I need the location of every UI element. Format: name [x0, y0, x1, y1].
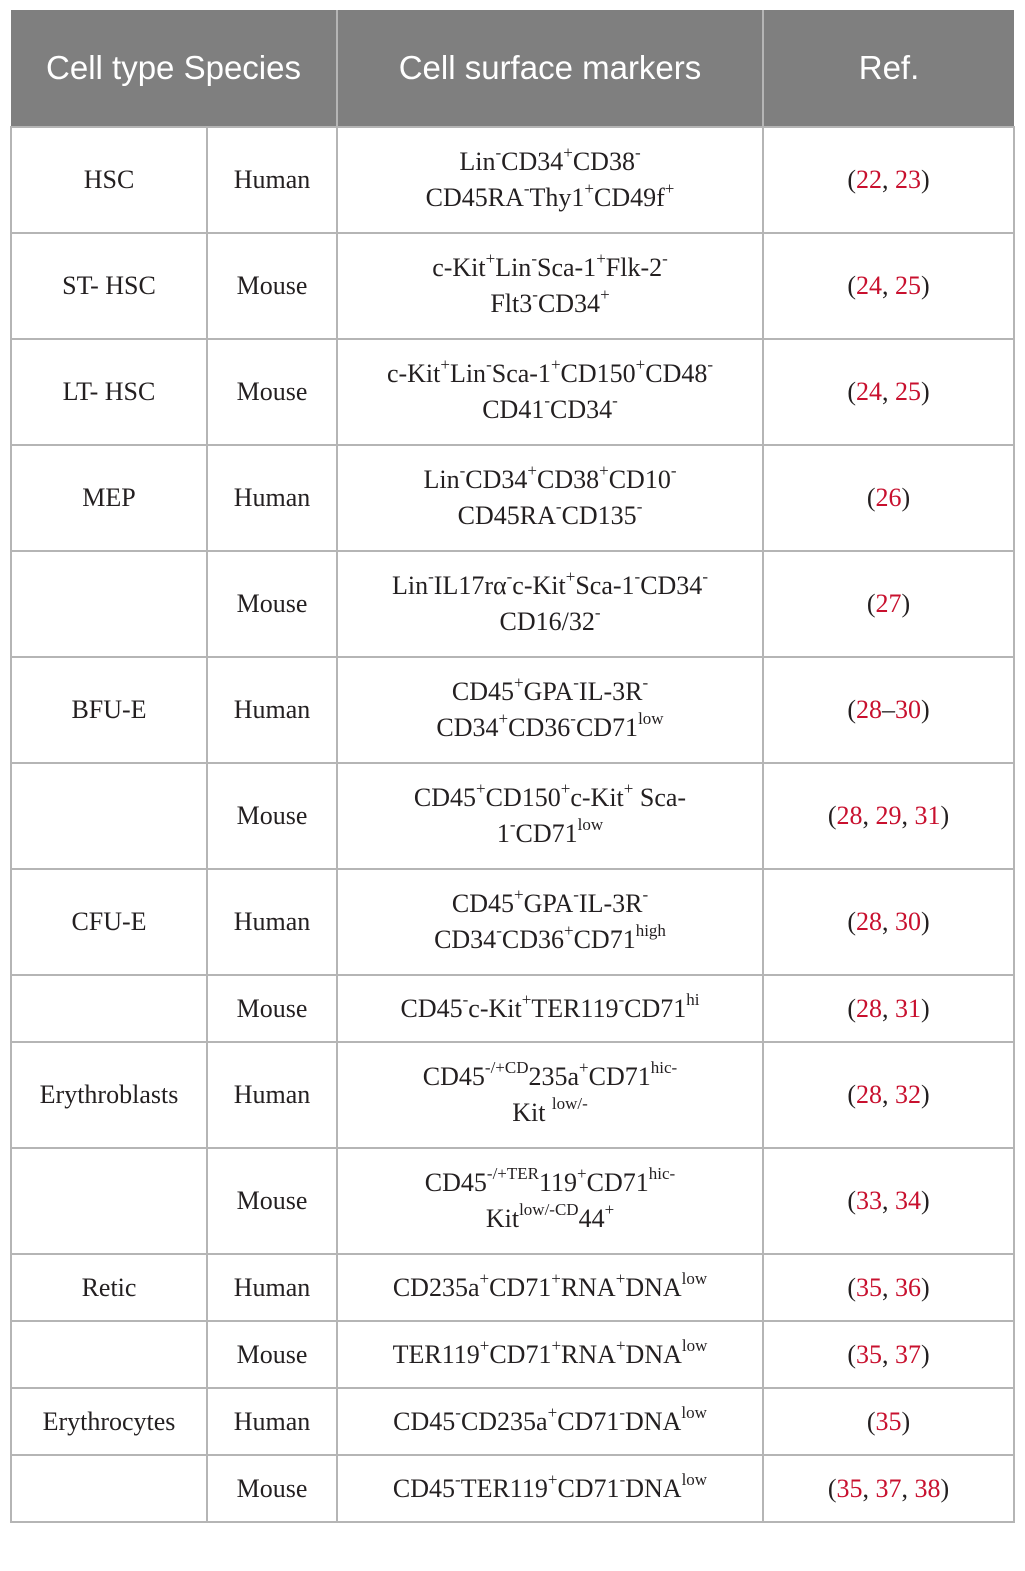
marker-line: $CD34^-CD36^+CD71^{high}$	[434, 921, 666, 954]
table-row	[11, 975, 1014, 1042]
surface-markers	[337, 975, 763, 1042]
reference-link[interactable]: 31	[914, 801, 941, 830]
surface-markers	[337, 1321, 763, 1388]
table-container	[10, 10, 1013, 1523]
reference-link[interactable]: 24	[856, 271, 882, 300]
table-row	[11, 551, 1014, 657]
cell-type	[11, 975, 207, 1042]
table-body	[11, 127, 1014, 1522]
table-row	[11, 339, 1014, 445]
reference-link[interactable]: 25	[895, 271, 921, 300]
marker-line: c-Kit+Lin-Sca-1+CD150+CD48-	[386, 355, 714, 388]
species: Human	[207, 1388, 337, 1455]
reference-link[interactable]: 30	[895, 907, 921, 936]
cell-type	[11, 551, 207, 657]
reference: (24, 25)	[763, 233, 1014, 339]
table-row	[11, 1455, 1014, 1522]
reference: (28, 31)	[763, 975, 1014, 1042]
marker-line: $TER119^+CD71^+RNA^+DNA^{low}$	[392, 1335, 708, 1369]
marker-line: $CD45^{-/+CD}235a^+CD71^{hic-}$	[422, 1058, 678, 1091]
reference-link[interactable]: 32	[895, 1080, 921, 1109]
reference-link[interactable]: 31	[895, 993, 921, 1023]
surface-markers	[337, 551, 763, 657]
marker-line: Lin-CD34+CD38+CD10-	[423, 461, 677, 494]
cell-type: CFU-E	[11, 869, 207, 975]
marker-line: Lin-IL17rα-c-Kit+Sca-1-CD34-	[392, 567, 708, 600]
surface-markers	[337, 1388, 763, 1455]
cell-type	[11, 763, 207, 869]
reference: (35, 36)	[763, 1254, 1014, 1321]
header-cell-surface-markers: Cell surface markers	[337, 10, 763, 127]
reference-link[interactable]: 38	[914, 1473, 941, 1503]
species: Mouse	[207, 763, 337, 869]
reference-link[interactable]: 33	[856, 1186, 882, 1215]
marker-line: Flt3-CD34+	[490, 285, 610, 318]
table-row	[11, 233, 1014, 339]
cell-surface-markers-table	[10, 10, 1015, 1523]
reference: (27)	[763, 551, 1014, 657]
reference-link[interactable]: 37	[895, 1339, 921, 1369]
reference-link[interactable]: 27	[875, 589, 902, 618]
surface-markers	[337, 445, 763, 551]
table-row	[11, 1042, 1014, 1148]
reference-link[interactable]: 35	[836, 1473, 863, 1503]
marker-line: CD41-CD34-	[482, 391, 618, 424]
species: Human	[207, 1042, 337, 1148]
species: Mouse	[207, 975, 337, 1042]
table-row	[11, 1148, 1014, 1254]
marker-line: $CD45^-CD235a^+CD71^-DNA^{low}$	[393, 1402, 707, 1436]
table-row	[11, 869, 1014, 975]
cell-type: BFU-E	[11, 657, 207, 763]
marker-line: Kit $^{low/-}$	[512, 1094, 588, 1127]
marker-line: Kit$^{low/-CD}$44+	[485, 1200, 615, 1233]
reference: (22, 23)	[763, 127, 1014, 233]
reference-link[interactable]: 28	[856, 993, 882, 1023]
marker-line: $CD34^+CD36^-CD71^{low}$	[436, 709, 664, 742]
marker-line: c-Kit+Lin-Sca-1+Flk-2-	[432, 249, 668, 282]
reference-link[interactable]: 24	[856, 377, 882, 406]
reference-link[interactable]: 28	[836, 801, 863, 830]
surface-markers	[337, 1455, 763, 1522]
reference-link[interactable]: 22	[856, 165, 882, 194]
surface-markers	[337, 127, 763, 233]
surface-markers	[337, 1042, 763, 1148]
marker-line: $1^-CD71^{low}$	[496, 815, 604, 848]
species: Mouse	[207, 233, 337, 339]
table-row	[11, 1388, 1014, 1455]
marker-line: CD45RA-CD135-	[457, 497, 643, 530]
header-ref: Ref.	[763, 10, 1014, 127]
table-row	[11, 1321, 1014, 1388]
reference-link[interactable]: 25	[895, 377, 921, 406]
species: Human	[207, 869, 337, 975]
reference: (24, 25)	[763, 339, 1014, 445]
species: Human	[207, 445, 337, 551]
reference: (26)	[763, 445, 1014, 551]
table-row	[11, 657, 1014, 763]
reference-link[interactable]: 28	[856, 695, 882, 724]
species: Human	[207, 127, 337, 233]
marker-line: $CD45^{-/+TER}119^+CD71^{hic-}$	[424, 1164, 676, 1197]
marker-line: CD45RA-Thy1+CD49f+	[425, 179, 675, 212]
reference-link[interactable]: 30	[895, 695, 921, 724]
species: Mouse	[207, 1321, 337, 1388]
surface-markers	[337, 763, 763, 869]
marker-line: CD45+GPA-IL-3R-	[451, 673, 649, 706]
reference-link[interactable]: 23	[895, 165, 921, 194]
reference-link[interactable]: 28	[856, 1080, 882, 1109]
surface-markers	[337, 233, 763, 339]
species: Human	[207, 1254, 337, 1321]
cell-type: MEP	[11, 445, 207, 551]
surface-markers	[337, 869, 763, 975]
cell-type: Erythroblasts	[11, 1042, 207, 1148]
table-row	[11, 763, 1014, 869]
marker-line: CD45+GPA-IL-3R-	[451, 885, 649, 918]
surface-markers	[337, 1148, 763, 1254]
marker-line: CD16/32-	[499, 603, 601, 636]
cell-type: Erythrocytes	[11, 1388, 207, 1455]
reference: (28–30)	[763, 657, 1014, 763]
cell-type: Retic	[11, 1254, 207, 1321]
marker-line: $CD45^-TER119^+CD71^-DNA^{low}$	[392, 1469, 708, 1503]
marker-line: $CD235a^+CD71^+RNA^+DNA^{low}$	[392, 1268, 708, 1302]
cell-type: ST- HSC	[11, 233, 207, 339]
marker-line: Lin-CD34+CD38-	[459, 143, 641, 176]
cell-type	[11, 1455, 207, 1522]
species: Mouse	[207, 1148, 337, 1254]
reference-link[interactable]: 26	[875, 483, 902, 512]
reference: (35)	[763, 1388, 1014, 1455]
cell-type	[11, 1148, 207, 1254]
marker-line: $CD45^-c-Kit^+TER119^-CD71^{hi}$	[400, 989, 700, 1023]
reference: (33, 34)	[763, 1148, 1014, 1254]
surface-markers	[337, 1254, 763, 1321]
reference-link[interactable]: 35	[856, 1339, 882, 1369]
header-cell-type-species: Cell type Species	[11, 10, 337, 127]
surface-markers	[337, 657, 763, 763]
cell-type: LT- HSC	[11, 339, 207, 445]
reference-link[interactable]: 35	[875, 1406, 902, 1436]
table-row	[11, 127, 1014, 233]
table-row	[11, 445, 1014, 551]
reference-link[interactable]: 37	[875, 1473, 902, 1503]
header-row	[11, 10, 1014, 127]
marker-line: CD45+CD150+c-Kit+ Sca-	[413, 779, 687, 812]
surface-markers	[337, 339, 763, 445]
reference-link[interactable]: 36	[895, 1272, 921, 1302]
species: Mouse	[207, 551, 337, 657]
reference-link[interactable]: 29	[875, 801, 902, 830]
reference: (35, 37, 38)	[763, 1455, 1014, 1522]
cell-type	[11, 1321, 207, 1388]
species: Mouse	[207, 1455, 337, 1522]
reference-link[interactable]: 34	[895, 1186, 921, 1215]
reference-link[interactable]: 35	[856, 1272, 882, 1302]
reference: (28, 32)	[763, 1042, 1014, 1148]
reference: (28, 29, 31)	[763, 763, 1014, 869]
reference-link[interactable]: 28	[856, 907, 882, 936]
cell-type: HSC	[11, 127, 207, 233]
reference: (28, 30)	[763, 869, 1014, 975]
species: Human	[207, 657, 337, 763]
species: Mouse	[207, 339, 337, 445]
table-row	[11, 1254, 1014, 1321]
reference: (35, 37)	[763, 1321, 1014, 1388]
